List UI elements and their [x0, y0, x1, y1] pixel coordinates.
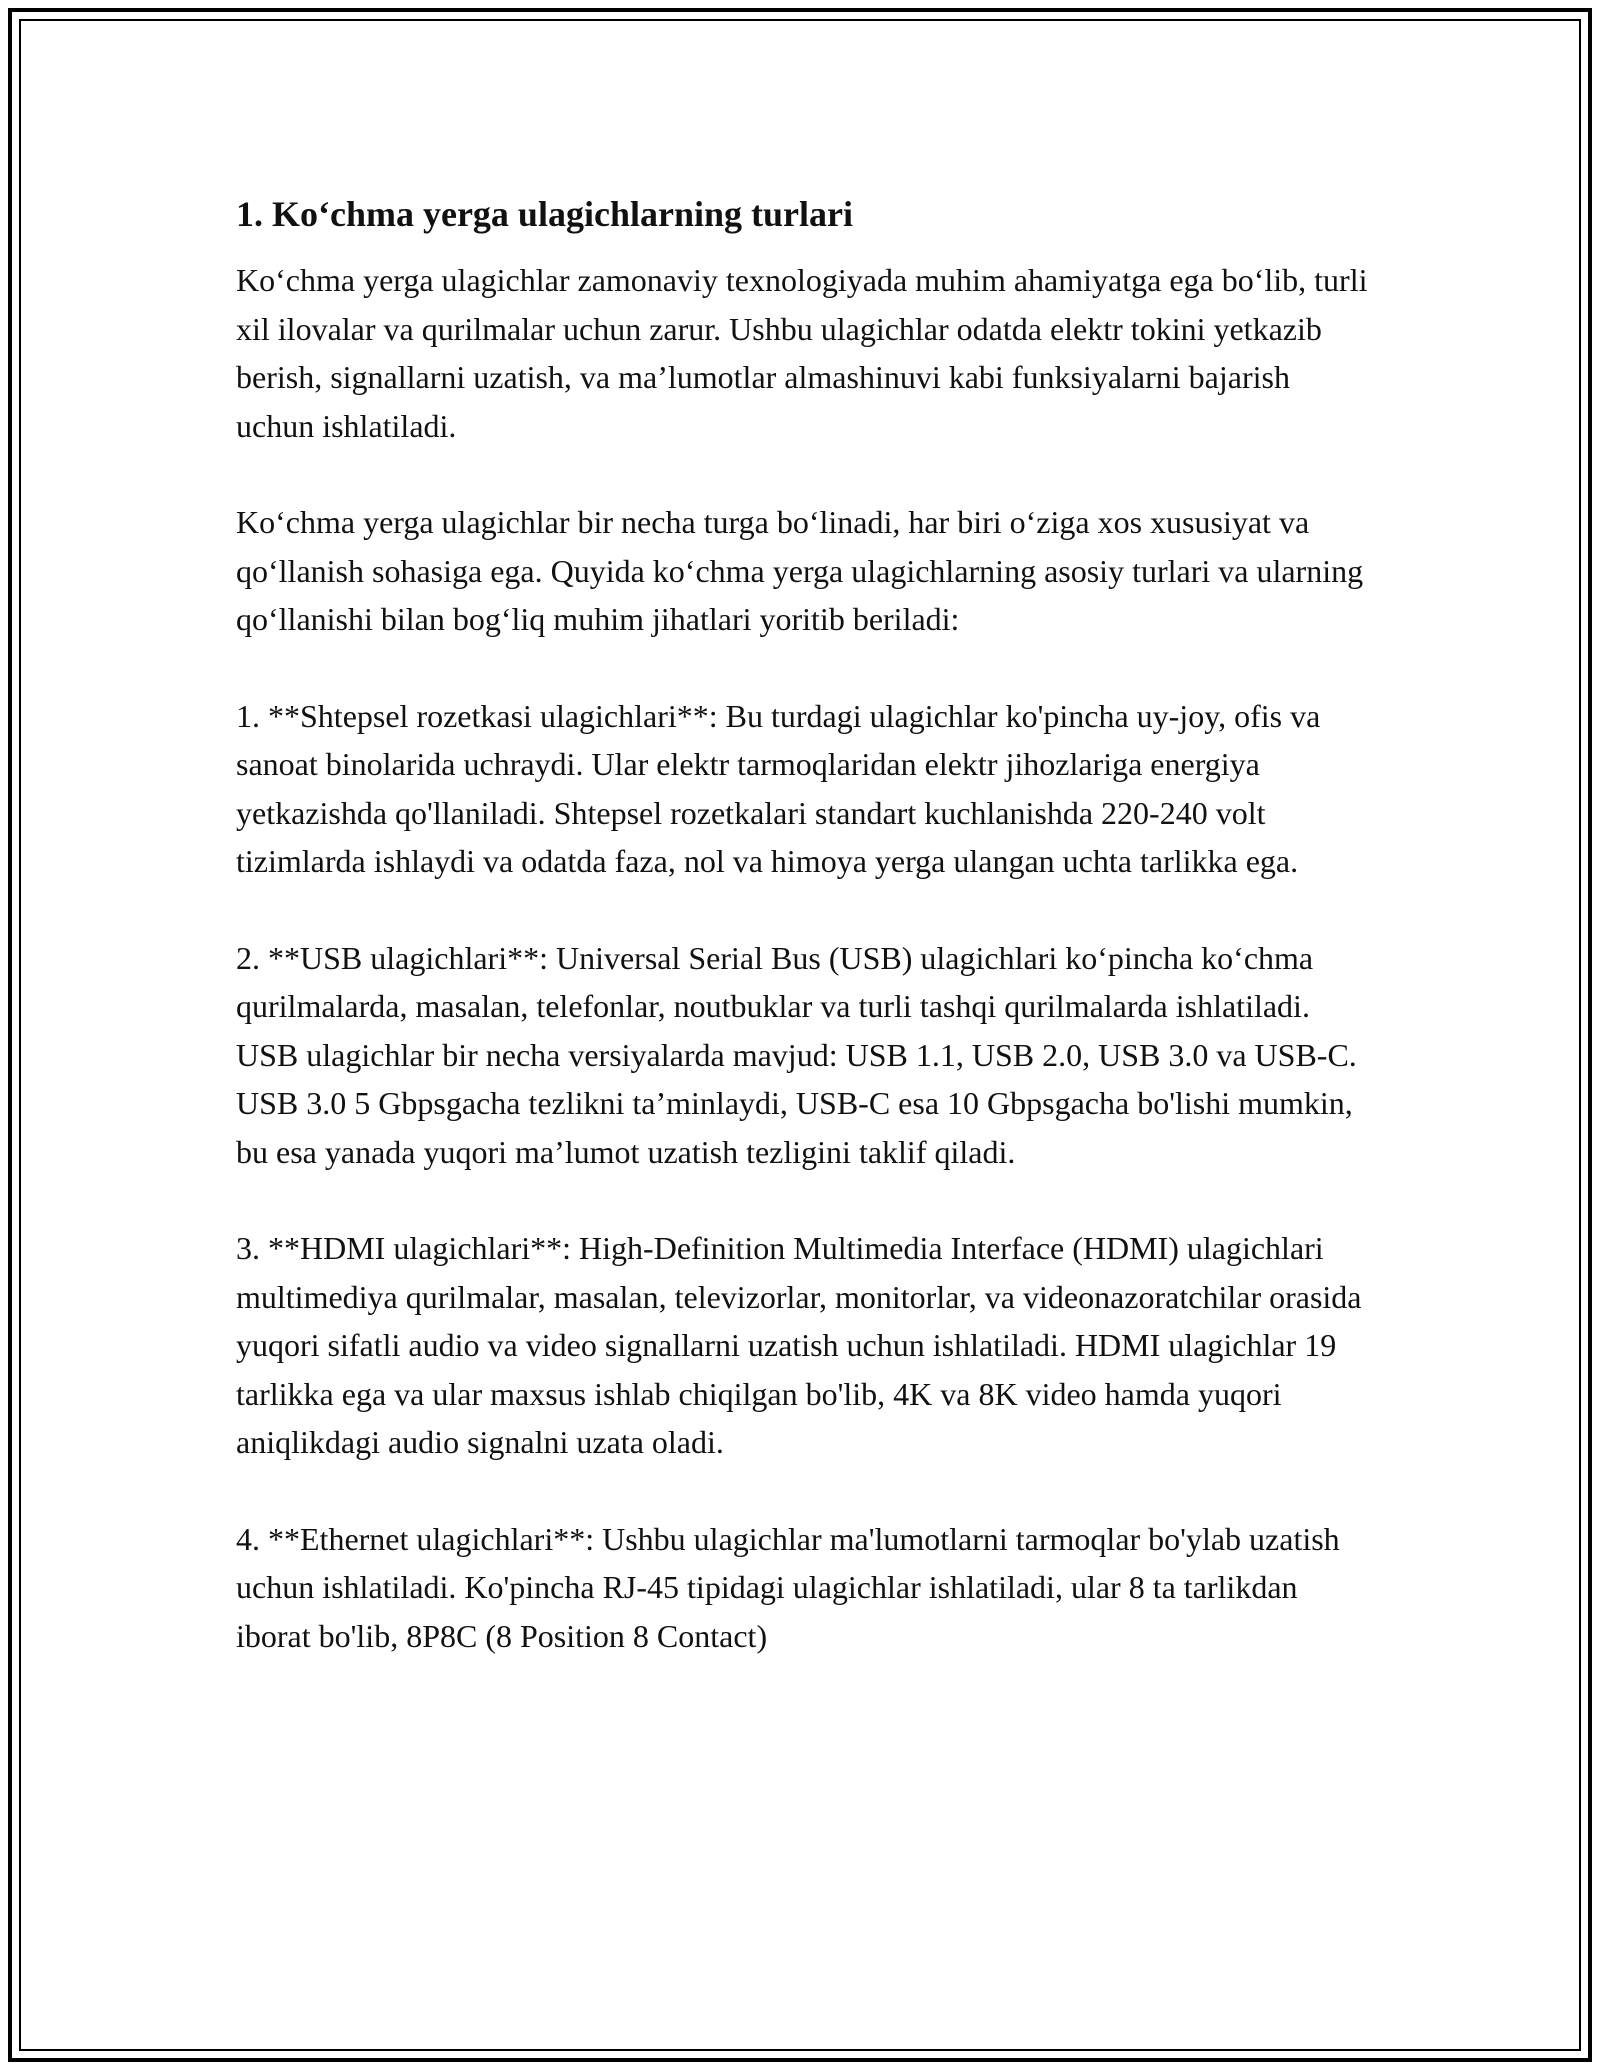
paragraph-intro: Ko‘chma yerga ulagichlar zamonaviy texnologiyada muhim ahamiyatga ega bo‘lib, turli xil ilovalar va qurilmalar uchun zarur. Ushbu ulagichlar odatda elektr tokini yetkazib berish, signallarni uzatish, va ma’lumotlar almashinuvi kabi funksiyalarni bajarish uchun ishlatiladi.: [236, 262, 1368, 444]
paragraph-ethernet: 4. **Ethernet ulagichlari**: Ushbu ulagichlar ma'lumotlarni tarmoqlar bo'ylab uzatish uchun ishlatiladi. Ko'pincha RJ-45 tipidagi ulagichlar ishlatiladi, ular 8 ta tarlikdan iborat bo'lib, 8P8C (8 Position 8 Contact): [236, 1520, 1340, 1654]
paragraph-shtepsel: 1. **Shtepsel rozetkasi ulagichlari**: Bu turdagi ulagichlar ko'pincha uy-joy, ofis va sanoat binolarida uchraydi. Ular elektr tarmoqlaridan elektr jihozlariga energiya yetkazishda qo'llaniladi. Shtepsel rozetkalari standart kuchlanishda 220-240 volt tizimlarda ishlaydi va odatda faza, nol va himoya yerga ulangan uchta tarlikka ega.: [236, 697, 1321, 879]
section-heading: 1. Ko‘chma yerga ulagichlarning turlari: [236, 194, 853, 234]
paragraph-usb: 2. **USB ulagichlari**: Universal Serial Bus (USB) ulagichlari ko‘pincha ko‘chma qurilmalarda, masalan, telefonlar, noutbuklar va turli tashqi qurilmalarda ishlatiladi. USB ulagichlar bir necha versiyalarda mavjud: USB 1.1, USB 2.0, USB 3.0 va USB-C. USB 3.0 5 Gbpsgacha tezlikni ta’minlaydi, USB-C esa 10 Gbpsgacha bo'lishi mumkin, bu esa yanada yuqori ma’lumot uzatish tezligini taklif qiladi.: [236, 939, 1357, 1170]
document-body: [236, 190, 1376, 1708]
paragraph-overview: Ko‘chma yerga ulagichlar bir necha turga bo‘linadi, har biri o‘ziga xos xususiyat va qo‘llanish sohasiga ega. Quyida ko‘chma yerga ulagichlarning asosiy turlari va ularning qo‘llanishi bilan bog‘liq muhim jihatlari yoritib beriladi:: [236, 504, 1364, 637]
paragraph-hdmi: 3. **HDMI ulagichlari**: High-Definition Multimedia Interface (HDMI) ulagichlari multimediya qurilmalar, masalan, televizorlar, monitorlar, va videonazoratchilar orasida yuqori sifatli audio va video signallarni uzatish uchun ishlatiladi. HDMI ulagichlar 19 tarlikka ega va ular maxsus ishlab chiqilgan bo'lib, 4K va 8K video hamda yuqori aniqlikdagi audio signalni uzata oladi.: [236, 1230, 1362, 1460]
